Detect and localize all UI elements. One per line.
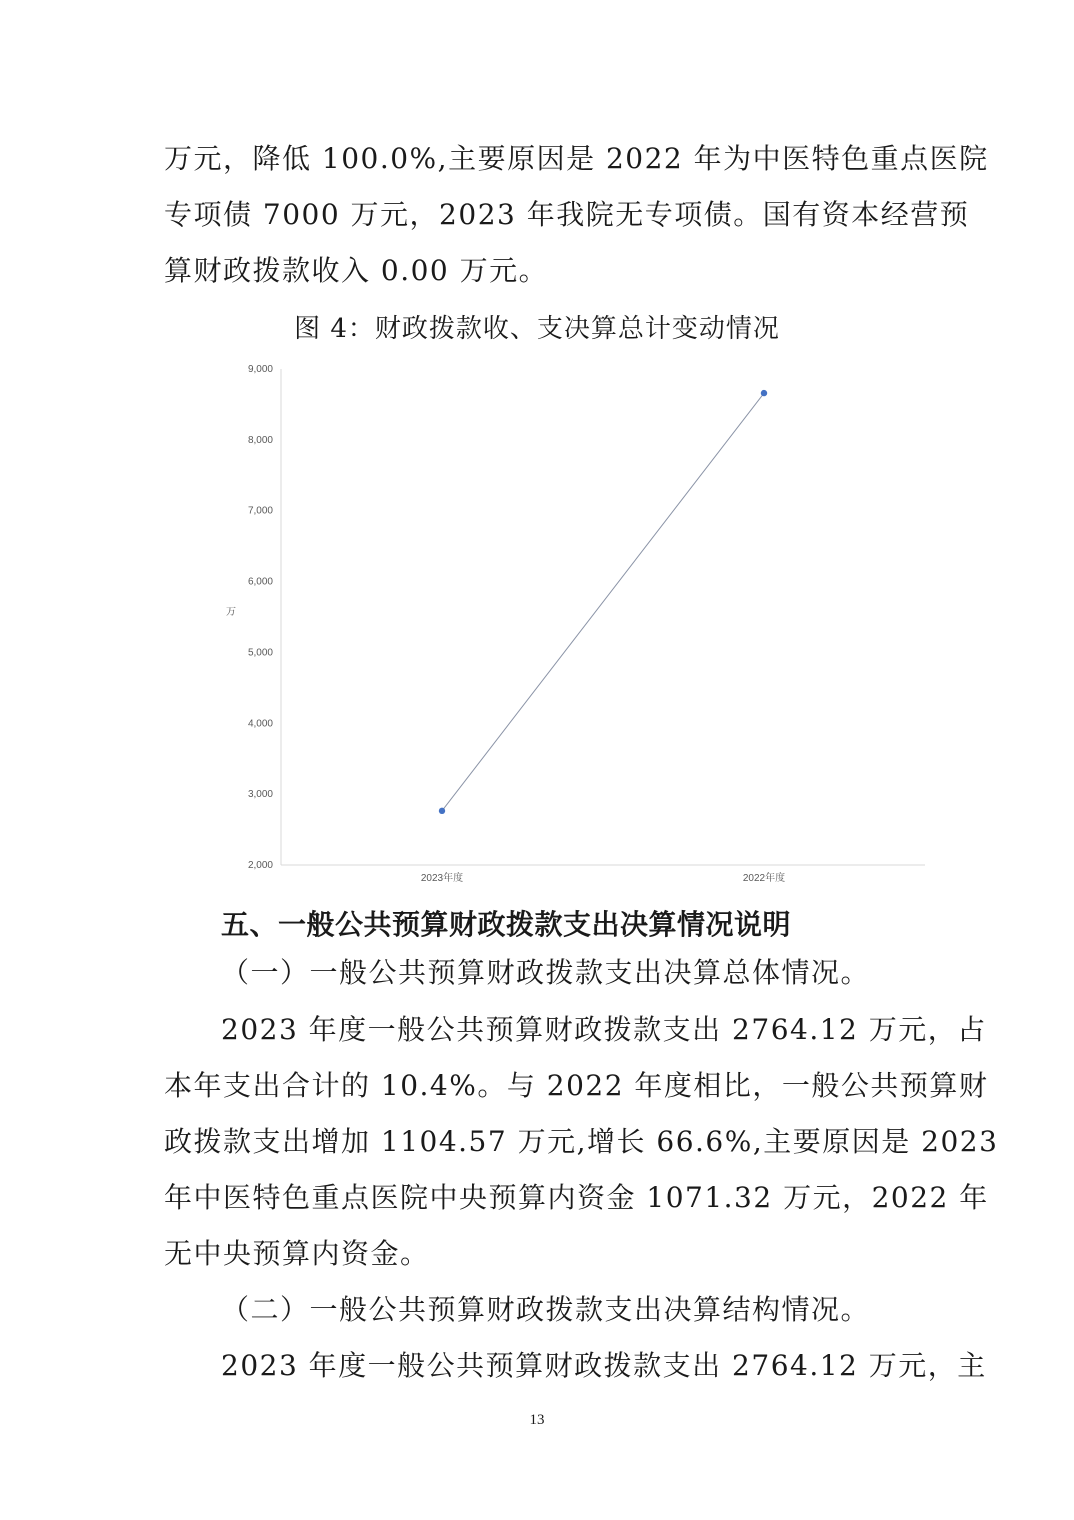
- paragraph-line: 算财政拨款收入 0.00 万元。: [164, 254, 549, 287]
- y-axis-label: 万: [226, 607, 236, 618]
- subheading-structure: （二）一般公共预算财政拨款支出决算结构情况。: [221, 1293, 871, 1326]
- data-point: [761, 390, 767, 396]
- y-tick-label: 4,000: [247, 718, 273, 730]
- x-tick-label: 2022年度: [742, 873, 786, 884]
- x-tick-label: 2023年度: [420, 873, 464, 884]
- y-tick-label: 6,000: [247, 576, 273, 588]
- y-tick-label: 2,000: [247, 860, 273, 871]
- data-point: [439, 808, 445, 814]
- series-line: [442, 393, 764, 811]
- y-tick-label: 3,000: [247, 789, 273, 801]
- section-heading: 五、一般公共预算财政拨款支出决算情况说明: [221, 908, 792, 941]
- y-tick-label: 7,000: [247, 505, 273, 517]
- paragraph-line: 无中央预算内资金。: [164, 1237, 430, 1270]
- subheading-overall: （一）一般公共预算财政拨款支出决算总体情况。: [221, 956, 871, 989]
- y-tick-label: 5,000: [247, 647, 273, 659]
- y-tick-label: 8,000: [247, 434, 273, 446]
- paragraph-line: 专项债 7000 万元，2023 年我院无专项债。国有资本经营预: [164, 198, 970, 231]
- y-tick-label: 9,000: [247, 364, 273, 375]
- paragraph-line: 2023 年度一般公共预算财政拨款支出 2764.12 万元，主: [221, 1349, 987, 1382]
- paragraph-line: 2023 年度一般公共预算财政拨款支出 2764.12 万元，占: [221, 1013, 987, 1046]
- paragraph-line: 万元，降低 100.0%,主要原因是 2022 年为中医特色重点医院: [164, 142, 989, 175]
- paragraph-line: 政拨款支出增加 1104.57 万元,增长 66.6%,主要原因是 2023: [164, 1125, 999, 1158]
- paragraph-line: 本年支出合计的 10.4%。与 2022 年度相比，一般公共预算财: [164, 1069, 989, 1102]
- paragraph-line: 年中医特色重点医院中央预算内资金 1071.32 万元，2022 年: [164, 1181, 989, 1214]
- figure-caption: 图 4：财政拨款收、支决算总计变动情况: [294, 314, 780, 344]
- page-number: 13: [529, 1412, 545, 1428]
